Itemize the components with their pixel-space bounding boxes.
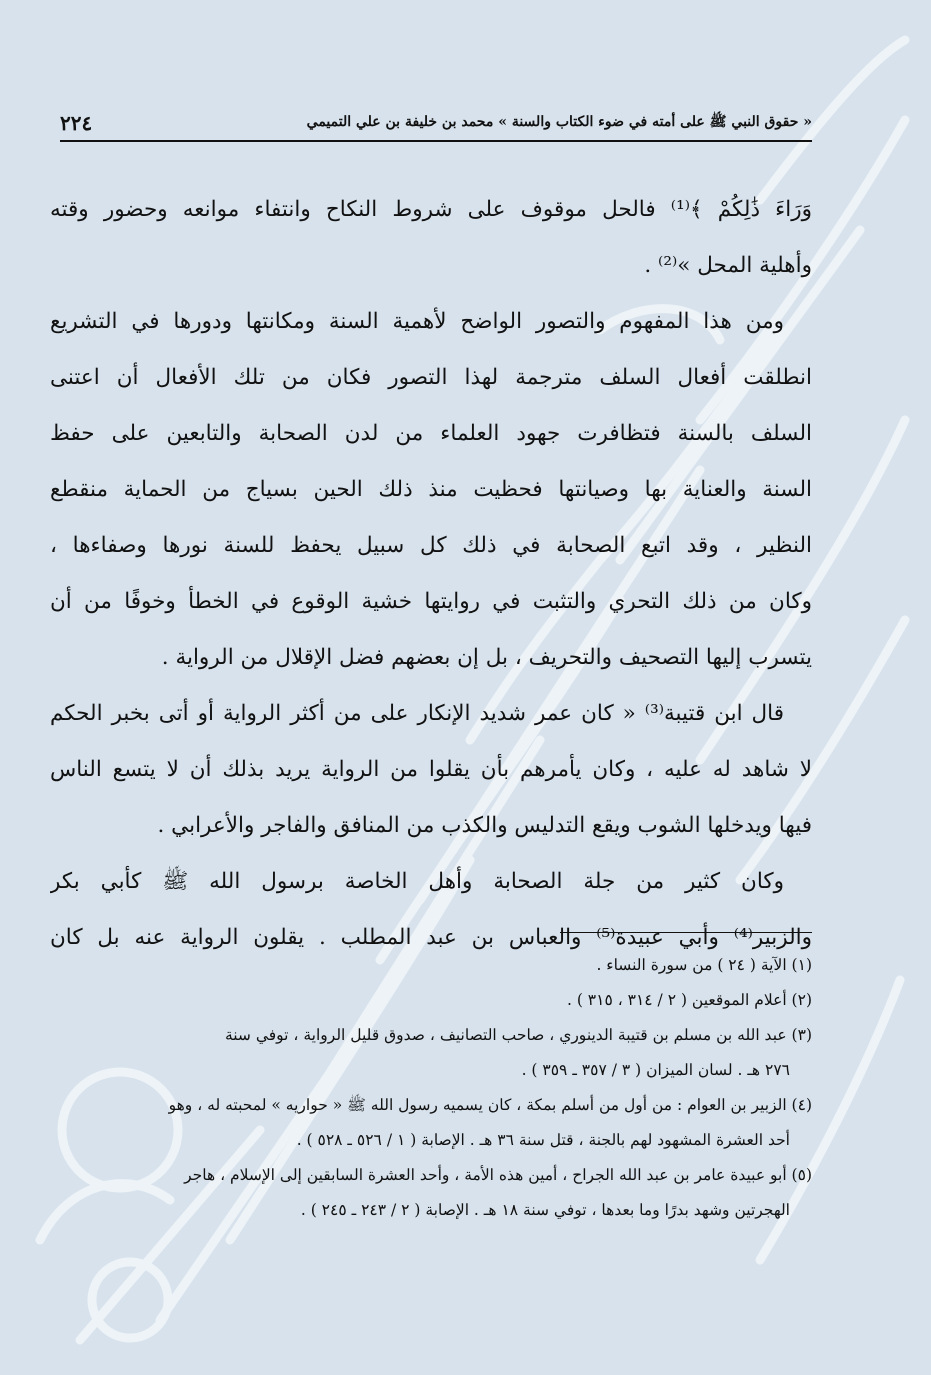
footnote-separator — [560, 932, 812, 933]
running-title: « حقوق النبي ﷺ على أمته في ضوء الكتاب والسنة » محمد بن خليفة بن علي التميمي — [306, 114, 812, 130]
body-line: السنة والعناية بها وصيانتها فحظيت منذ ذلك الحين بسياج من الحماية منقطع — [50, 477, 812, 502]
body-line: لا شاهد له عليه ، وكان يأمرهم بأن يقلوا من الرواية يريد بذلك أن لا يتسع الناس — [50, 757, 812, 782]
footnote-line: (٢) أعلام الموقعين ( ٢ / ٣١٤ ، ٣١٥ ) . — [566, 991, 812, 1009]
page-number: ٢٢٤ — [60, 111, 93, 135]
footnote-line: (٥) أبو عبيدة عامر بن عبد الله الجراح ، أمين هذه الأمة ، وأحد العشرة السابقين إلى الإسلام ، هاجر — [184, 1166, 812, 1184]
footnote-line: (٤) الزبير بن العوام : من أول من أسلم بمكة ، كان يسميه رسول الله ﷺ « حواريه » لمحبته له ، وهو — [168, 1096, 812, 1114]
body-line: وأهلية المحل »⁽²⁾ . — [644, 253, 812, 278]
body-line: قال ابن قتيبة⁽³⁾ « كان عمر شديد الإنكار على من أكثر الرواية أو أتى بخبر الحكم — [50, 701, 784, 726]
main-text — [50, 182, 812, 966]
footnote-line: أحد العشرة المشهود لهم بالجنة ، قتل سنة ٣٦ هـ . الإصابة ( ١ / ٥٢٦ ـ ٥٢٨ ) . — [296, 1131, 790, 1149]
body-line: وَرَاءَ ذَٰلِكُمْ ﴾⁽¹⁾ فالحل موقوف على شروط النكاح وانتفاء موانعه وحضور وقته — [50, 197, 812, 222]
footnote-line: (٣) عبد الله بن مسلم بن قتيبة الدينوري ، صاحب التصانيف ، صدوق قليل الرواية ، توفي سنة — [224, 1026, 812, 1044]
body-line: فيها ويدخلها الشوب ويقع التدليس والكذب من المنافق والفاجر والأعرابي . — [157, 813, 812, 838]
footnotes — [50, 948, 812, 1228]
body-line: والزبير⁽⁴⁾ وأبي عبيدة⁽⁵⁾ والعباس بن عبد المطلب . يقلون الرواية عنه بل كان — [50, 925, 812, 950]
body-line: وكان من ذلك التحري والتثبت في روايتها خشية الوقوع في الخطأ وخوفًا من أن — [50, 589, 812, 614]
body-line: السلف بالسنة فتظافرت جهود العلماء من لدن الصحابة والتابعين على حفظ — [50, 421, 812, 446]
body-line: ومن هذا المفهوم والتصور الواضح لأهمية السنة ومكانتها ودورها في التشريع — [50, 309, 784, 334]
running-header — [60, 108, 812, 138]
footnote-line: (١) الآية ( ٢٤ ) من سورة النساء . — [596, 956, 812, 974]
body-line: النظير ، وقد اتبع الصحابة في ذلك كل سبيل يحفظ للسنة نورها وصفاءها ، — [50, 533, 812, 558]
body-line: وكان كثير من جلة الصحابة وأهل الخاصة برسول الله ﷺ كأبي بكر — [50, 869, 784, 894]
header-rule — [60, 140, 812, 142]
footnote-line: ٢٧٦ هـ . لسان الميزان ( ٣ / ٣٥٧ ـ ٣٥٩ ) . — [521, 1061, 790, 1079]
footnote-line: الهجرتين وشهد بدرًا وما بعدها ، توفي سنة ١٨ هـ . الإصابة ( ٢ / ٢٤٣ ـ ٢٤٥ ) . — [300, 1201, 790, 1219]
body-line: انطلقت أفعال السلف مترجمة لهذا التصور فكان من تلك الأفعال أن اعتنى — [50, 365, 812, 390]
body-line: يتسرب إليها التصحيف والتحريف ، بل إن بعضهم فضل الإقلال من الرواية . — [161, 645, 812, 670]
